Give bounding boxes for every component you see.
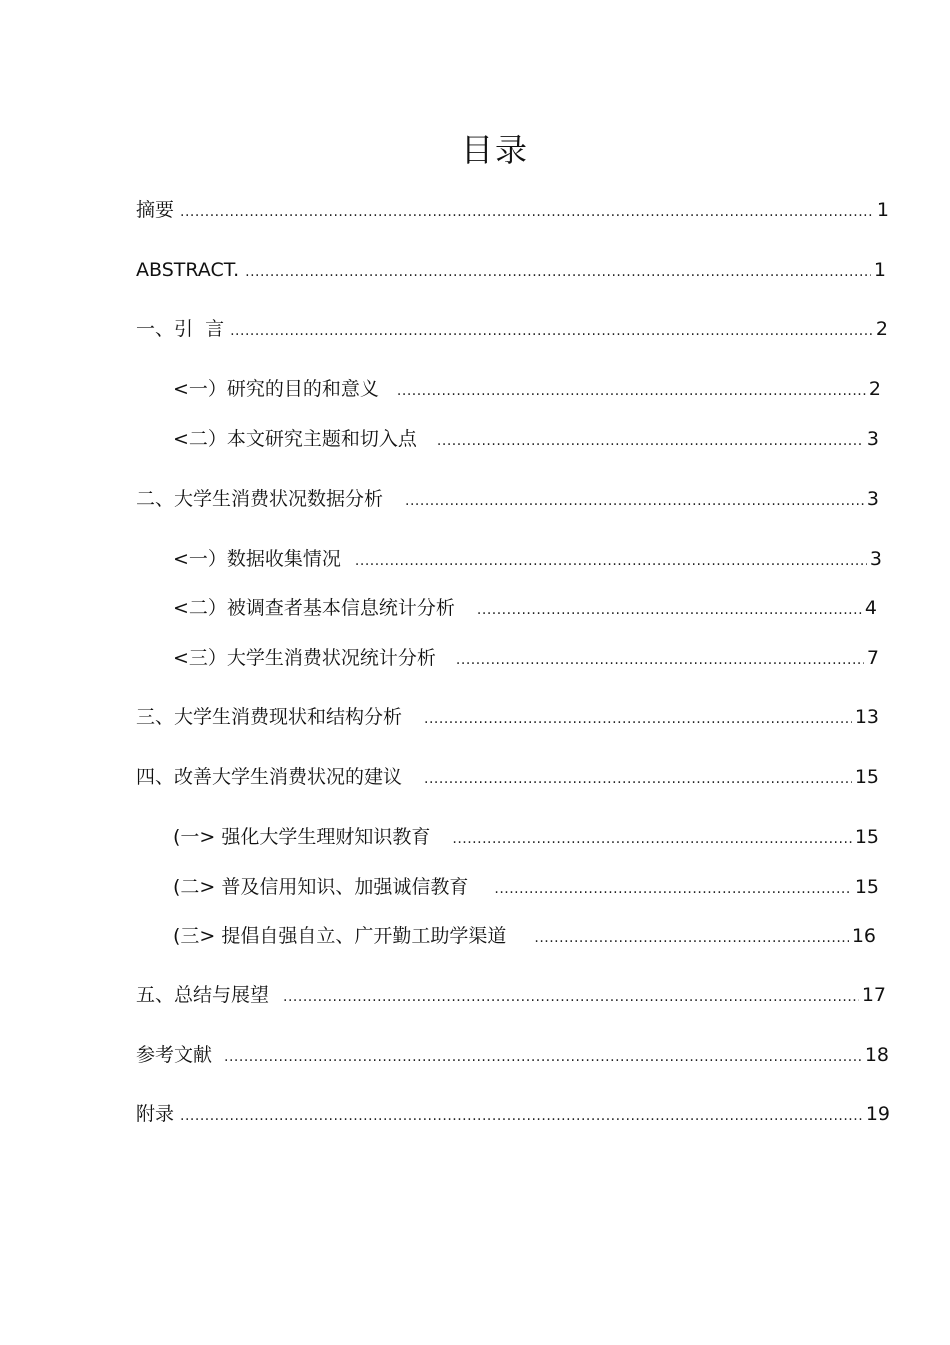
toc-page-number: 15 bbox=[854, 826, 879, 848]
toc-entry-label: ABSTRACT. bbox=[136, 259, 240, 281]
toc-page-number: 15 bbox=[854, 766, 879, 788]
toc-page-number: 18 bbox=[864, 1044, 889, 1066]
toc-entry-label: 附录 bbox=[136, 1103, 175, 1125]
dot-leader bbox=[180, 199, 874, 225]
toc-entry-section-2-1[interactable] bbox=[173, 546, 882, 574]
toc-entry-section-2[interactable] bbox=[136, 486, 879, 514]
toc-entry-section-3[interactable] bbox=[136, 704, 879, 732]
dot-leader bbox=[424, 766, 852, 792]
toc-entry-section-4-1[interactable] bbox=[173, 824, 879, 852]
toc-page-number: 16 bbox=[851, 925, 876, 947]
toc-entry-section-1[interactable] bbox=[136, 316, 888, 344]
toc-entry-section-4-3[interactable] bbox=[173, 923, 876, 951]
toc-page-number: 2 bbox=[868, 378, 881, 400]
dot-leader bbox=[397, 378, 866, 404]
toc-entry-section-4-2[interactable] bbox=[173, 874, 879, 902]
toc-entry-section-2-3[interactable] bbox=[173, 645, 879, 673]
toc-entry-label: 四、改善大学生消费状况的建议 bbox=[136, 766, 403, 788]
dot-leader bbox=[230, 318, 873, 344]
toc-entry-label: 五、总结与展望 bbox=[136, 984, 270, 1006]
toc-entry-section-1-1[interactable] bbox=[173, 376, 881, 404]
toc-page-number: 17 bbox=[861, 984, 886, 1006]
toc-page-number: 15 bbox=[854, 876, 879, 898]
toc-page-number: 3 bbox=[866, 428, 879, 450]
toc-page-number: 1 bbox=[873, 259, 886, 281]
toc-page-number: 3 bbox=[869, 548, 882, 570]
dot-leader bbox=[180, 1103, 863, 1129]
toc-entry-references[interactable] bbox=[136, 1042, 889, 1070]
toc-entry-label: 参考文献 bbox=[136, 1044, 213, 1066]
dot-leader bbox=[477, 597, 862, 623]
toc-page-number: 4 bbox=[864, 597, 877, 619]
toc-page-number: 19 bbox=[865, 1103, 890, 1125]
dot-leader bbox=[224, 1044, 862, 1070]
toc-entry-label: 三、大学生消费现状和结构分析 bbox=[136, 706, 403, 728]
toc-entry-label: 二、大学生消费状况数据分析 bbox=[136, 488, 384, 510]
toc-entry-abstract-cn[interactable] bbox=[136, 197, 889, 225]
toc-page-number: 7 bbox=[866, 647, 879, 669]
toc-entry-section-2-2[interactable] bbox=[173, 595, 877, 623]
dot-leader bbox=[283, 984, 859, 1010]
toc-entry-section-1-2[interactable] bbox=[173, 426, 879, 454]
toc-entry-label: 一、引 言 bbox=[136, 318, 225, 340]
dot-leader bbox=[494, 876, 851, 902]
dot-leader bbox=[405, 488, 864, 514]
toc-entry-abstract-en[interactable] bbox=[136, 257, 886, 285]
dot-leader bbox=[452, 826, 851, 852]
dot-leader bbox=[437, 428, 864, 454]
toc-entry-label: <二）本文研究主题和切入点 bbox=[173, 428, 417, 450]
toc-entry-appendix[interactable] bbox=[136, 1101, 890, 1129]
dot-leader bbox=[534, 925, 848, 951]
toc-entry-label: <一）研究的目的和意义 bbox=[173, 378, 379, 400]
toc-entry-section-4[interactable] bbox=[136, 764, 879, 792]
toc-entry-label: (一> 强化大学生理财知识教育 bbox=[173, 826, 431, 848]
toc-entry-section-5[interactable] bbox=[136, 982, 886, 1010]
toc-page-number: 13 bbox=[854, 706, 879, 728]
dot-leader bbox=[456, 647, 864, 673]
dot-leader bbox=[245, 259, 871, 285]
toc-entry-label: 摘要 bbox=[136, 199, 175, 221]
toc-page-number: 3 bbox=[866, 488, 879, 510]
dot-leader bbox=[424, 706, 852, 732]
page-title: 目录 bbox=[460, 131, 529, 169]
toc-entry-label: <二）被调查者基本信息统计分析 bbox=[173, 597, 455, 619]
dot-leader bbox=[355, 548, 867, 574]
toc-entry-label: <一）数据收集情况 bbox=[173, 548, 341, 570]
toc-entry-label: (三> 提倡自强自立、广开勤工助学渠道 bbox=[173, 925, 507, 947]
toc-entry-label: <三）大学生消费状况统计分析 bbox=[173, 647, 436, 669]
toc-page-number: 1 bbox=[876, 199, 889, 221]
toc-page-number: 2 bbox=[875, 318, 888, 340]
toc-entry-label: (二> 普及信用知识、加强诚信教育 bbox=[173, 876, 469, 898]
